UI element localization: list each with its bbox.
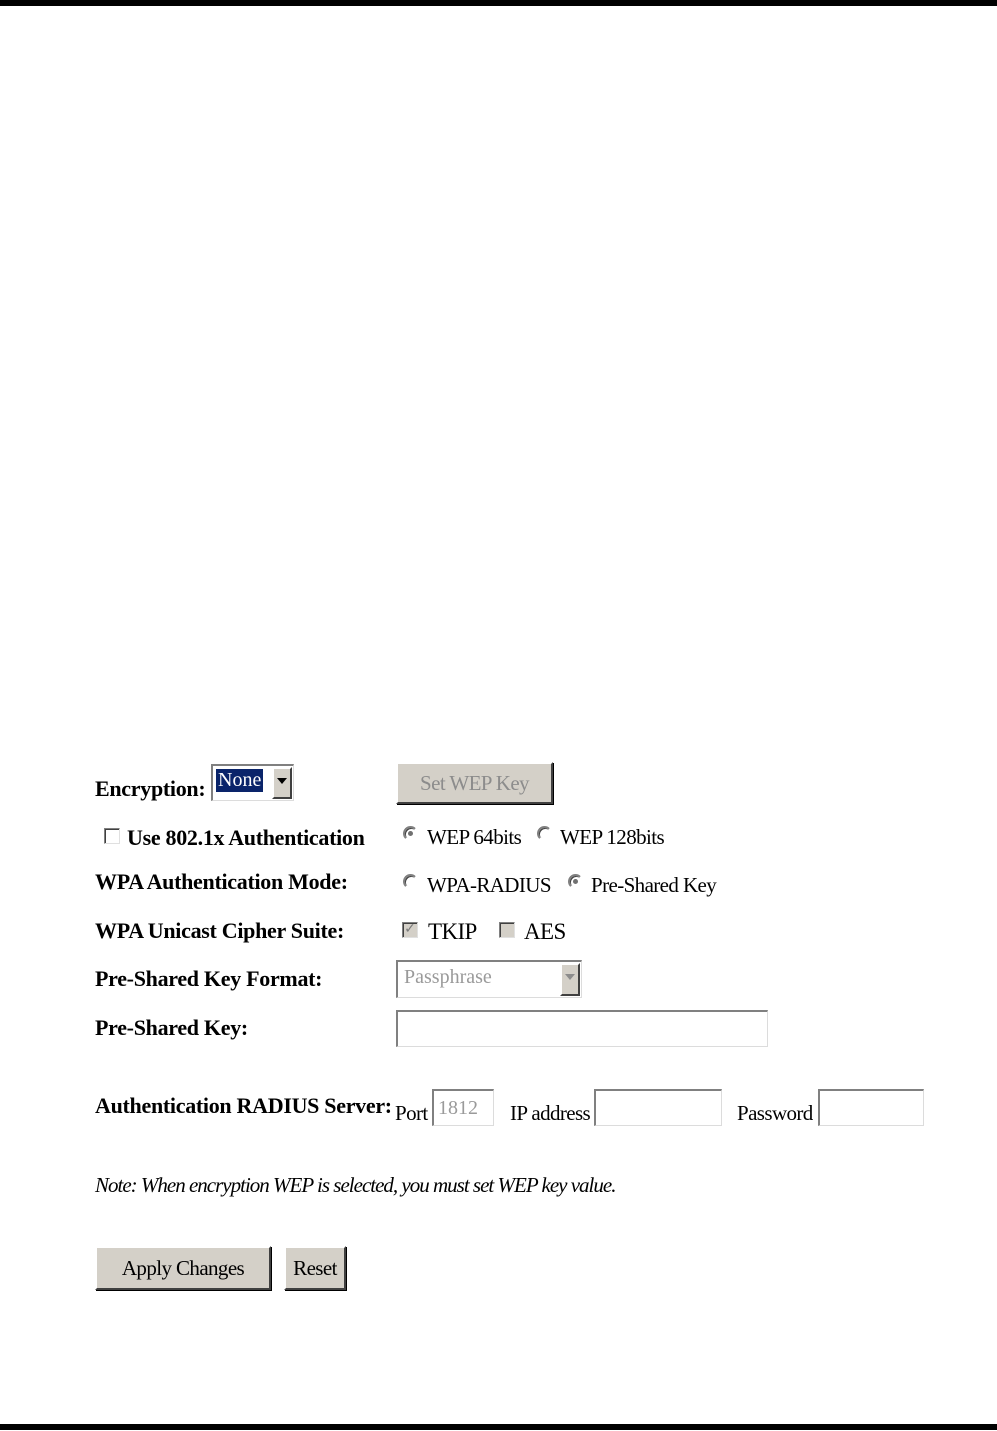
- psk-format-label: Pre-Shared Key Format:: [95, 966, 323, 991]
- wpa-radius-radio[interactable]: [403, 874, 418, 889]
- bottom-rule: [0, 1424, 997, 1430]
- pre-shared-key-radio-label: Pre-Shared Key: [591, 873, 717, 897]
- password-input[interactable]: [818, 1089, 924, 1126]
- pre-shared-key-radio[interactable]: [568, 874, 583, 889]
- encryption-select[interactable]: [211, 764, 294, 801]
- psk-input[interactable]: [396, 1010, 768, 1047]
- port-label: Port: [395, 1101, 428, 1125]
- password-label: Password: [737, 1101, 813, 1125]
- top-rule: [0, 0, 997, 6]
- ip-address-input[interactable]: [594, 1089, 722, 1126]
- aes-label: AES: [524, 919, 566, 944]
- psk-format-select[interactable]: [396, 960, 582, 998]
- radius-server-label: Authentication RADIUS Server:: [95, 1093, 392, 1118]
- cipher-suite-label: WPA Unicast Cipher Suite:: [95, 918, 344, 943]
- chevron-down-icon[interactable]: [560, 963, 580, 996]
- wpa-radius-label: WPA-RADIUS: [427, 873, 551, 897]
- aes-checkbox[interactable]: [499, 922, 515, 938]
- tkip-checkbox[interactable]: ✓: [402, 922, 418, 938]
- psk-label: Pre-Shared Key:: [95, 1015, 248, 1040]
- wpa-auth-mode-label: WPA Authentication Mode:: [95, 869, 348, 894]
- use-8021x-checkbox[interactable]: [104, 828, 120, 844]
- reset-button[interactable]: Reset: [284, 1246, 346, 1290]
- set-wep-key-button[interactable]: Set WEP Key: [396, 762, 553, 804]
- wep-128-label: WEP 128bits: [560, 825, 665, 849]
- apply-changes-button[interactable]: Apply Changes: [95, 1246, 271, 1290]
- wep-note: Note: When encryption WEP is selected, you must set WEP key value.: [95, 1173, 616, 1197]
- encryption-label: Encryption:: [95, 776, 206, 801]
- wep-64-label: WEP 64bits: [427, 825, 522, 849]
- use-8021x-label: Use 802.1x Authentication: [127, 825, 365, 850]
- wep-64-radio[interactable]: [403, 826, 418, 841]
- tkip-label: TKIP: [428, 919, 477, 944]
- encryption-selected-value: None: [218, 769, 262, 791]
- port-input[interactable]: [432, 1089, 494, 1126]
- ip-address-label: IP address: [510, 1101, 591, 1125]
- psk-format-selected-value: Passphrase: [404, 966, 492, 988]
- wep-128-radio[interactable]: [537, 826, 552, 841]
- chevron-down-icon[interactable]: [272, 767, 292, 799]
